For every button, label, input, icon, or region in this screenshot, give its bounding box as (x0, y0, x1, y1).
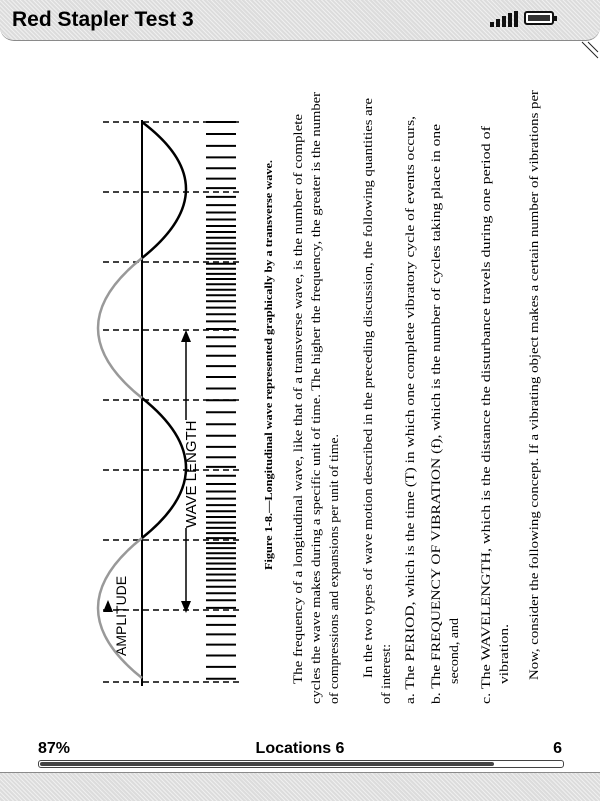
reading-percent: 87% (38, 740, 71, 757)
body-line-11: Now, consider the following concept. If a vibrating object makes a certain number of vibrations per (526, 162, 541, 680)
figure-caption: Figure 1-8.—Longitudinal wave represented graphically by a transverse wave. (264, 219, 275, 570)
body-line-10: vibration. (496, 633, 511, 684)
body-line-7: b. The FREQUENCY OF VIBRATION (f), which is the number of cycles taking place in one (428, 217, 443, 704)
body-line-9: c. The WAVELENGTH, which is the distance the disturbance travels during one period of (478, 235, 493, 704)
body-line-3: of compressions and expansions per unit of time. (326, 449, 341, 704)
book-page (0, 40, 600, 740)
book-title: Red Stapler Test 3 (12, 8, 194, 31)
signal-bars-icon (490, 11, 520, 27)
battery-icon (524, 11, 554, 25)
body-line-2: cycles the wave makes during a specific unit of time. The higher the frequency, the greater is the number (308, 159, 323, 704)
title-bar (0, 0, 600, 41)
progress-bar[interactable] (38, 760, 564, 768)
body-line-6: a. The PERIOD, which is the time (T) in which one complete vibratory cycle of events occurs, (402, 212, 417, 704)
progress-fill (40, 762, 494, 766)
body-line-4: In the two types of wave motion described in the preceding discussion, the following quantities are (360, 163, 375, 678)
wavelength-label: WAVE LENGTH (183, 420, 200, 528)
page-number: 6 (553, 740, 562, 757)
location-indicator: Locations 6 (255, 740, 345, 757)
body-line-5: of interest: (378, 648, 393, 704)
compression-bars (206, 122, 236, 679)
amplitude-label: AMPLITUDE (113, 575, 129, 656)
bottom-bar (0, 772, 600, 801)
body-line-8: second, and (446, 622, 461, 684)
body-line-1: The frequency of a longitudinal wave, like that of a transverse wave, is the number of complete (290, 188, 305, 684)
